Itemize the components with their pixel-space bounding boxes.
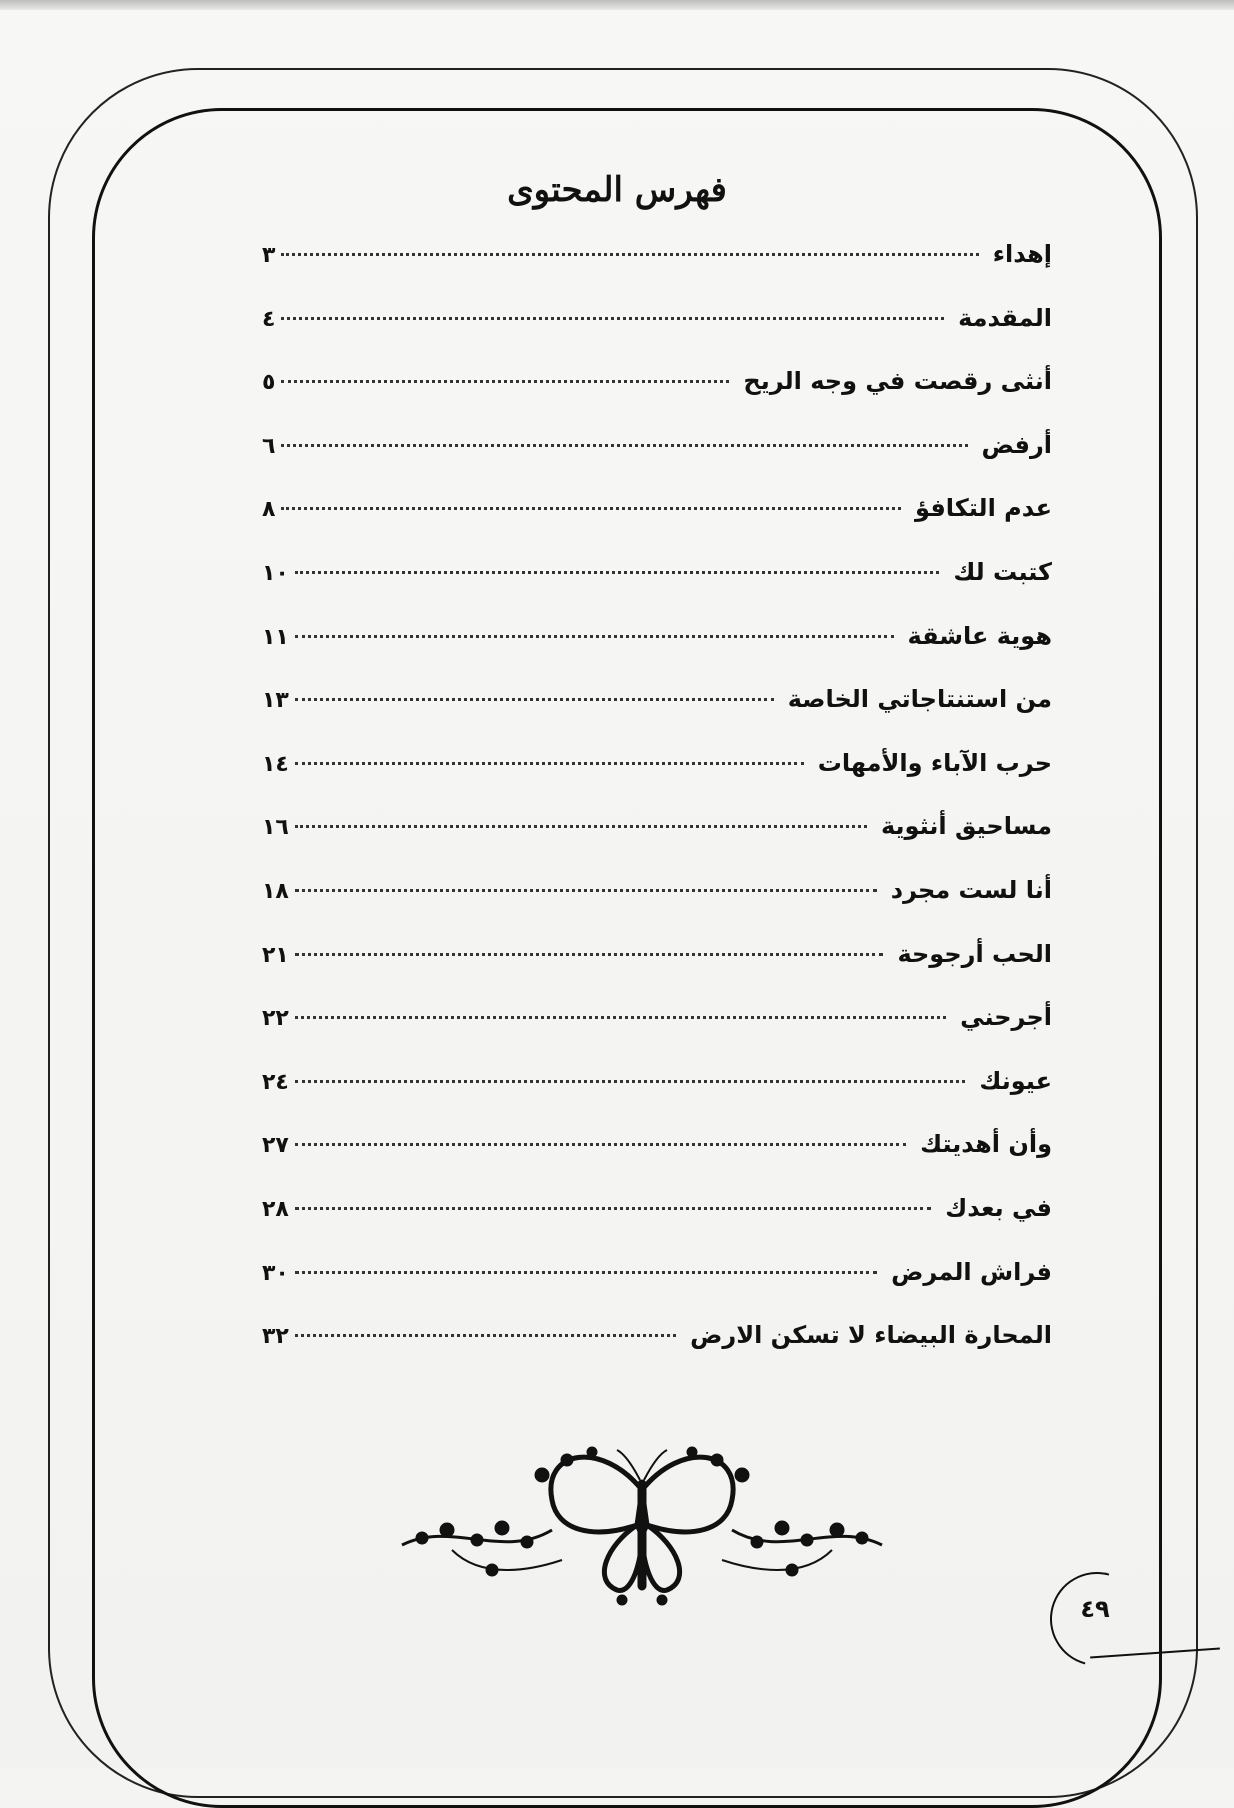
toc-dot-leader bbox=[295, 1334, 676, 1337]
toc-dot-leader bbox=[295, 1207, 931, 1210]
toc-entry-page: ٢٢ bbox=[262, 1006, 289, 1032]
toc-dot-leader bbox=[281, 317, 944, 320]
toc-entry-page: ٣٠ bbox=[262, 1260, 289, 1286]
table-of-contents bbox=[262, 240, 1052, 1385]
toc-row bbox=[262, 749, 1052, 813]
toc-dot-leader bbox=[295, 1080, 966, 1083]
toc-dot-leader bbox=[295, 889, 877, 892]
toc-row bbox=[262, 1130, 1052, 1194]
toc-entry-title: إهداء bbox=[992, 240, 1052, 268]
toc-entry-page: ١٠ bbox=[262, 560, 289, 586]
toc-dot-leader bbox=[295, 1271, 877, 1274]
toc-row bbox=[262, 240, 1052, 304]
toc-entry-title: كتبت لك bbox=[953, 557, 1052, 586]
toc-entry-page: ٢١ bbox=[262, 942, 289, 968]
toc-entry-title: مساحيق أنثوية bbox=[880, 812, 1052, 841]
toc-dot-leader bbox=[281, 507, 901, 510]
toc-entry-page: ٢٧ bbox=[262, 1133, 289, 1159]
toc-entry-title: أنثى رقصت في وجه الريح bbox=[743, 367, 1052, 396]
toc-entry-page: ١٨ bbox=[262, 878, 289, 904]
toc-row bbox=[262, 558, 1052, 622]
toc-row bbox=[262, 685, 1052, 749]
toc-row bbox=[262, 304, 1052, 368]
toc-dot-leader bbox=[295, 635, 894, 638]
toc-row bbox=[262, 622, 1052, 686]
toc-entry-title: في بعدك bbox=[945, 1193, 1052, 1222]
toc-row bbox=[262, 1194, 1052, 1258]
toc-entry-title: المحارة البيضاء لا تسكن الارض bbox=[690, 1321, 1052, 1350]
toc-entry-page: ١٦ bbox=[262, 815, 289, 841]
toc-entry-title: عدم التكافؤ bbox=[915, 494, 1052, 523]
toc-entry-title: عيونك bbox=[979, 1066, 1052, 1095]
toc-dot-leader bbox=[295, 953, 884, 956]
toc-dot-leader bbox=[295, 1143, 906, 1146]
toc-entry-title: حرب الآباء والأمهات bbox=[817, 748, 1052, 777]
toc-dot-leader bbox=[281, 253, 978, 256]
toc-row bbox=[262, 1258, 1052, 1322]
toc-dot-leader bbox=[295, 571, 939, 574]
toc-entry-page: ٨ bbox=[262, 497, 276, 523]
toc-entry-title: أجرحني bbox=[960, 1003, 1052, 1032]
toc-row bbox=[262, 1067, 1052, 1131]
toc-entry-title: أنا لست مجرد bbox=[890, 875, 1052, 904]
page-number: ٤٩ bbox=[1080, 1595, 1110, 1623]
toc-entry-page: ٤ bbox=[262, 306, 276, 332]
toc-entry-page: ٣٢ bbox=[262, 1324, 289, 1350]
toc-entry-title: فراش المرض bbox=[891, 1257, 1052, 1286]
toc-dot-leader bbox=[295, 698, 774, 701]
toc-entry-page: ١٤ bbox=[262, 751, 289, 777]
toc-row bbox=[262, 1003, 1052, 1067]
toc-entry-page: ٢٤ bbox=[262, 1069, 289, 1095]
page-title: فهرس المحتوى bbox=[507, 170, 727, 210]
toc-row bbox=[262, 1321, 1052, 1385]
toc-row bbox=[262, 367, 1052, 431]
toc-entry-page: ٥ bbox=[262, 370, 276, 396]
toc-entry-title: المقدمة bbox=[958, 303, 1052, 332]
toc-entry-title: أرفض bbox=[981, 430, 1052, 459]
toc-entry-title: هوية عاشقة bbox=[907, 621, 1052, 650]
toc-dot-leader bbox=[281, 444, 967, 447]
toc-dot-leader bbox=[295, 762, 804, 765]
toc-entry-page: ٢٨ bbox=[262, 1196, 289, 1222]
butterfly-vine-ornament-icon bbox=[392, 1430, 892, 1610]
toc-entry-page: ١٣ bbox=[262, 688, 289, 714]
toc-entry-page: ٣ bbox=[262, 243, 276, 268]
toc-row bbox=[262, 940, 1052, 1004]
toc-entry-title: وأن أهديتك bbox=[920, 1130, 1052, 1159]
toc-row bbox=[262, 431, 1052, 495]
toc-row bbox=[262, 876, 1052, 940]
page-top-edge bbox=[0, 0, 1234, 10]
toc-entry-title: من استنتاجاتي الخاصة bbox=[787, 685, 1052, 714]
toc-entry-title: الحب أرجوحة bbox=[897, 939, 1052, 968]
toc-dot-leader bbox=[295, 1016, 946, 1019]
toc-entry-page: ٦ bbox=[262, 433, 276, 459]
toc-entry-page: ١١ bbox=[262, 624, 289, 650]
toc-dot-leader bbox=[281, 380, 729, 383]
toc-row bbox=[262, 494, 1052, 558]
toc-dot-leader bbox=[295, 825, 867, 828]
toc-row bbox=[262, 812, 1052, 876]
